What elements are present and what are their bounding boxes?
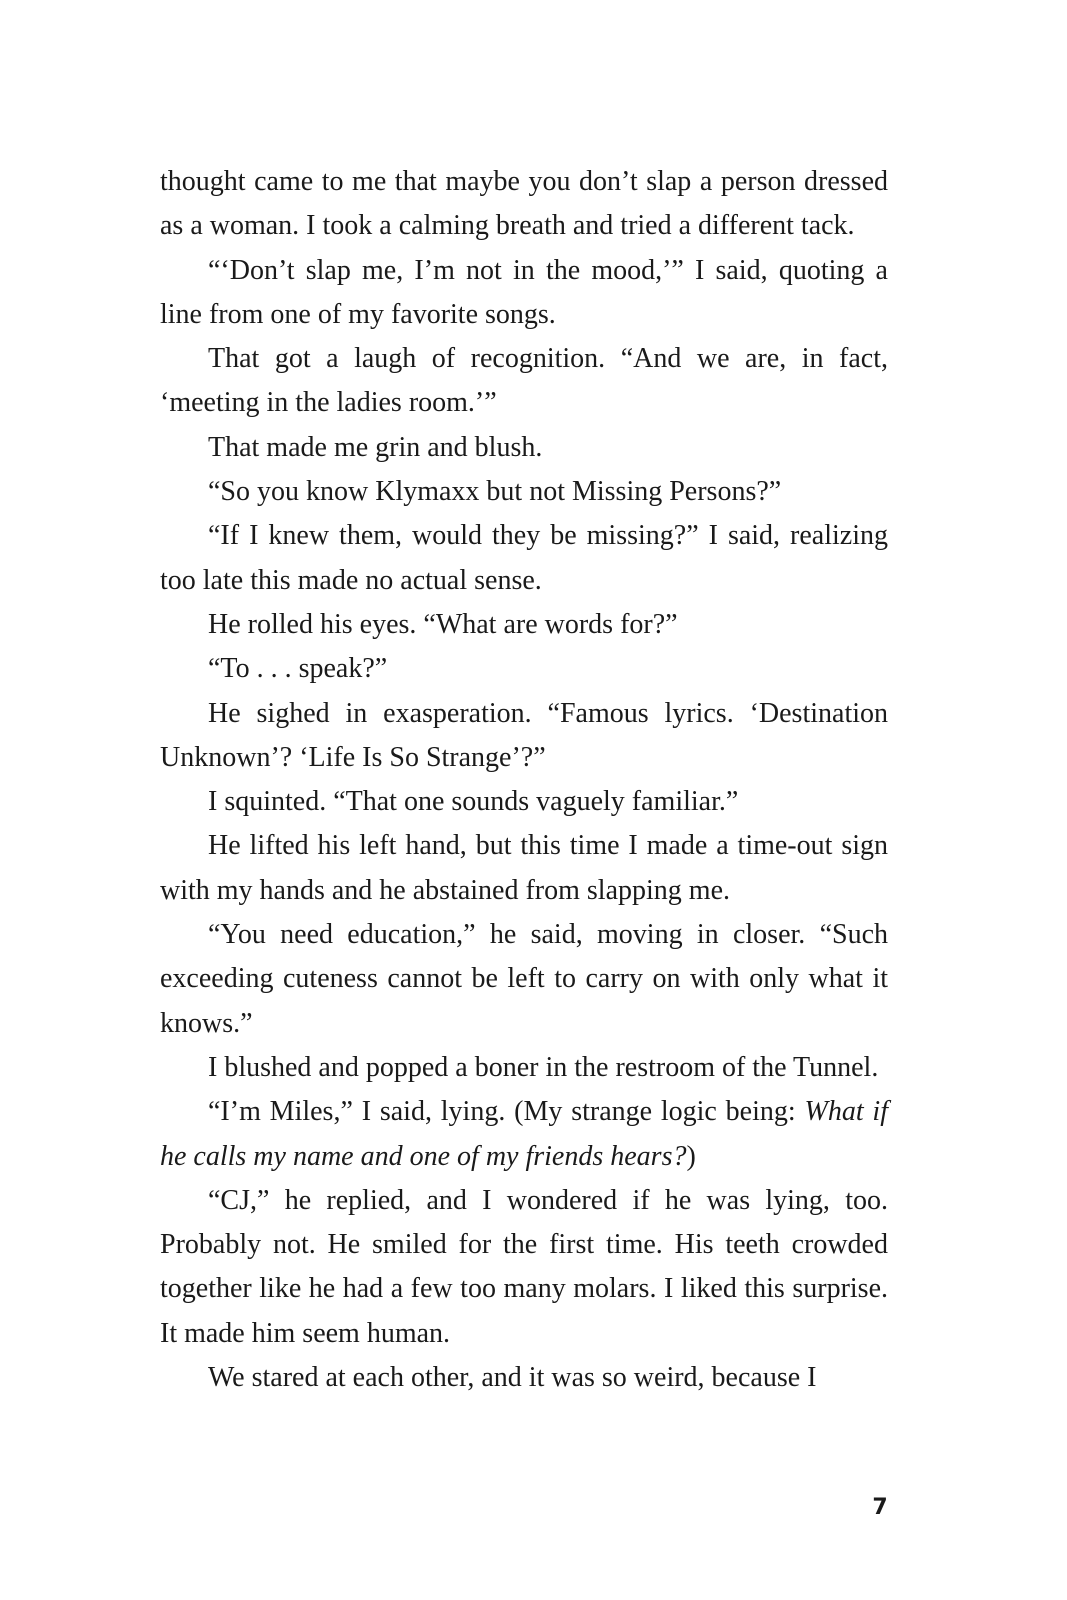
paragraph: I blushed and popped a boner in the restroom of the Tunnel. [208, 1051, 879, 1083]
paragraph: thought came to me that maybe you don’t slap a person dressed as a woman. I took a calming breath and tried a different tack. [160, 166, 888, 242]
paragraph: We stared at each other, and it was so weird, because I [208, 1362, 817, 1394]
paragraph: That got a laugh of recognition. “And we are, in fact, ‘meeting in the ladies room.’” [160, 343, 888, 419]
paragraph: I squinted. “That one sounds vaguely familiar.” [208, 786, 739, 818]
paragraph: He lifted his left hand, but this time I made a time-out sign with my hands and he abstained from slapping me. [160, 830, 888, 906]
paragraph: That made me grin and blush. [208, 431, 543, 463]
paragraph: “‘Don’t slap me, I’m not in the mood,’” I said, quoting a line from one of my favorite songs. [160, 254, 888, 330]
paragraph: “So you know Klymaxx but not Missing Persons?” [208, 476, 782, 508]
paragraph: “To . . . speak?” [208, 653, 388, 685]
page-number: 7 [872, 1495, 888, 1520]
paragraph: “CJ,” he replied, and I wondered if he was lying, too. Probably not. He smiled for the first time. His teeth crowded together like he had a few too many molars. I liked this surprise. It made him seem human. [160, 1184, 888, 1349]
paragraph-text-end: ) [686, 1140, 696, 1172]
paragraph: “If I knew them, would they be missing?” I said, realizing too late this made no actual sense. [160, 520, 888, 596]
body-text [160, 160, 888, 1400]
paragraph [160, 1090, 888, 1179]
italic-thought: What if he calls my name and one of my friends hears? [160, 1096, 888, 1172]
paragraph: He rolled his eyes. “What are words for?” [208, 608, 678, 640]
paragraph: “You need education,” he said, moving in closer. “Such exceeding cuteness cannot be left to carry on with only what it knows.” [160, 919, 888, 1039]
paragraph: He sighed in exasperation. “Famous lyrics. ‘Destination Unknown’? ‘Life Is So Strange’?” [160, 697, 888, 773]
paragraph-text: “I’m Miles,” I said, lying. (My strange logic being: [208, 1096, 805, 1128]
